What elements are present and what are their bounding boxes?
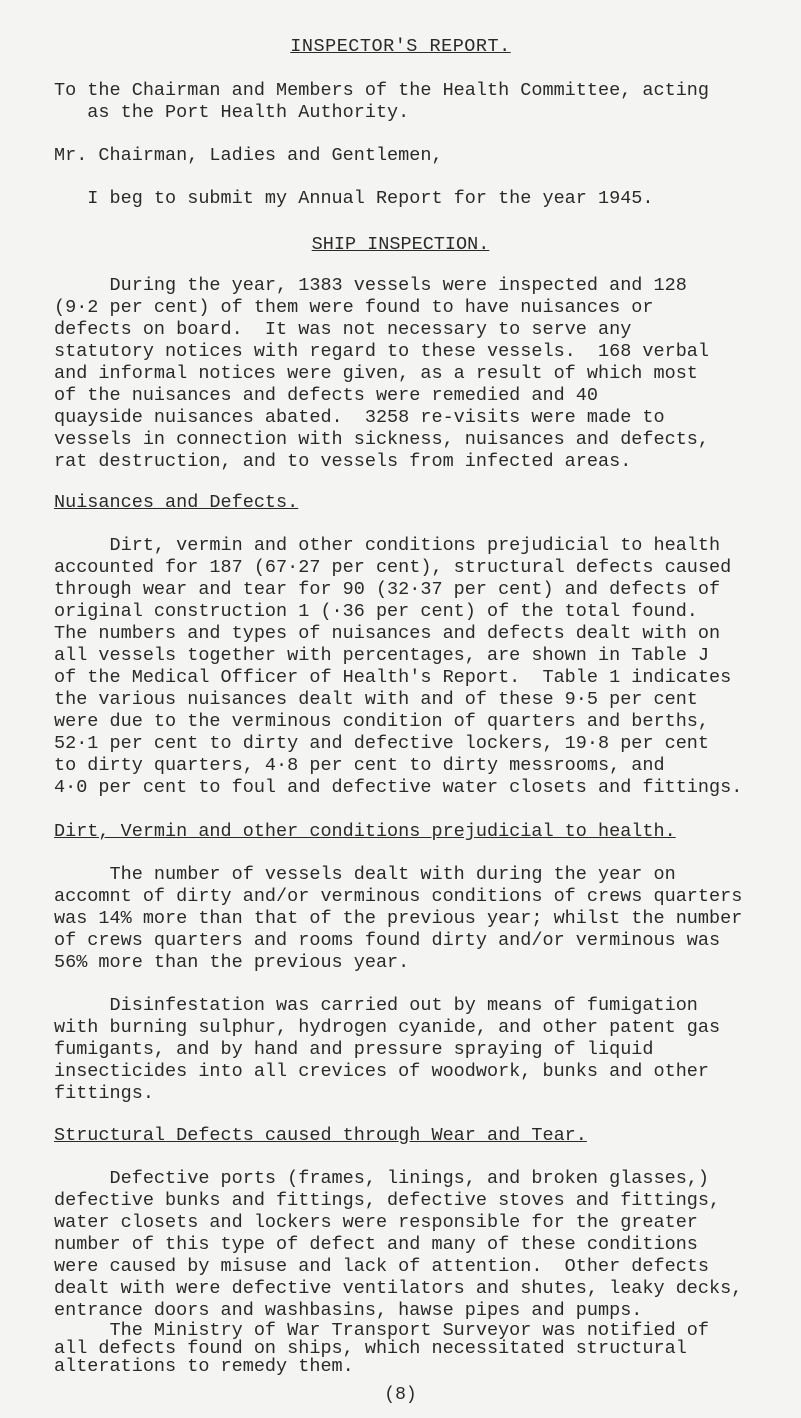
paragraph-line: The Ministry of War Transport Surveyor was notified of	[54, 1320, 710, 1341]
paragraph-line: 52·1 per cent to dirty and defective lockers, 19·8 per cent	[54, 733, 710, 754]
paragraph-line: statutory notices with regard to these vessels. 168 verbal	[54, 341, 710, 362]
paragraph-line: original construction 1 (·36 per cent) of the total found.	[54, 601, 698, 622]
paragraph-line: fumigants, and by hand and pressure spraying of liquid	[54, 1039, 654, 1060]
paragraph-line: with burning sulphur, hydrogen cyanide, and other patent gas	[54, 1017, 721, 1038]
paragraph-line: accomnt of dirty and/or verminous conditions of crews quarters	[54, 886, 743, 907]
paragraph-line: dealt with were defective ventilators and shutes, leaky decks,	[54, 1278, 743, 1299]
paragraph-line: insecticides into all crevices of woodwork, bunks and other	[54, 1061, 710, 1082]
paragraph-line: the various nuisances dealt with and of these 9·5 per cent	[54, 689, 698, 710]
paragraph-line: of the Medical Officer of Health's Report. Table 1 indicates	[54, 667, 732, 688]
paragraph-line: water closets and lockers were responsible for the greater	[54, 1212, 698, 1233]
page-title: INSPECTOR'S REPORT.	[290, 36, 511, 57]
paragraph-line: rat destruction, and to vessels from infected areas.	[54, 451, 632, 472]
paragraph-line: all vessels together with percentages, are shown in Table J	[54, 645, 710, 666]
section-title: SHIP INSPECTION.	[311, 234, 490, 255]
paragraph-line: vessels in connection with sickness, nuisances and defects,	[54, 429, 710, 450]
paragraph-line: of the nuisances and defects were remedied and 40	[54, 385, 598, 406]
paragraph-line: to dirty quarters, 4·8 per cent to dirty messrooms, and	[54, 755, 665, 776]
paragraph-line: quayside nuisances abated. 3258 re-visits were made to	[54, 407, 665, 428]
paragraph-line: alterations to remedy them.	[54, 1356, 354, 1377]
page-number: (8)	[384, 1385, 417, 1405]
paragraph-line: Disinfestation was carried out by means of fumigation	[54, 995, 698, 1016]
paragraph-line: 4·0 per cent to foul and defective water closets and fittings.	[54, 777, 743, 798]
salutation: Mr. Chairman, Ladies and Gentlemen,	[54, 145, 443, 166]
nuisances-heading: Nuisances and Defects.	[54, 492, 299, 513]
paragraph-line: fittings.	[54, 1083, 154, 1104]
address-line: as the Port Health Authority.	[54, 102, 410, 123]
paragraph-line: of crews quarters and rooms found dirty and/or verminous was	[54, 930, 721, 951]
paragraph-line: entrance doors and washbasins, hawse pipes and pumps.	[54, 1300, 643, 1321]
paragraph-line: were due to the verminous condition of quarters and berths,	[54, 711, 710, 732]
dirt-heading: Dirt, Vermin and other conditions prejudicial to health.	[54, 821, 676, 842]
paragraph-line: 56% more than the previous year.	[54, 952, 410, 973]
paragraph-line: During the year, 1383 vessels were inspected and 128	[54, 275, 687, 296]
paragraph-line: and informal notices were given, as a result of which most	[54, 363, 698, 384]
structural-heading: Structural Defects caused through Wear and Tear.	[54, 1125, 587, 1146]
paragraph-line: Dirt, vermin and other conditions prejudicial to health	[54, 535, 721, 556]
paragraph-line: through wear and tear for 90 (32·37 per cent) and defects of	[54, 579, 721, 600]
paragraph-line: was 14% more than that of the previous year; whilst the number	[54, 908, 743, 929]
intro-text: I beg to submit my Annual Report for the year 1945.	[54, 188, 654, 209]
paragraph-line: The numbers and types of nuisances and defects dealt with on	[54, 623, 721, 644]
paragraph-line: accounted for 187 (67·27 per cent), structural defects caused	[54, 557, 732, 578]
paragraph-line: (9·2 per cent) of them were found to have nuisances or	[54, 297, 654, 318]
paragraph-line: defects on board. It was not necessary to serve any	[54, 319, 632, 340]
paragraph-line: were caused by misuse and lack of attention. Other defects	[54, 1256, 710, 1277]
paragraph-line: Defective ports (frames, linings, and broken glasses,)	[54, 1168, 710, 1189]
paragraph-line: number of this type of defect and many of these conditions	[54, 1234, 698, 1255]
paragraph-line: all defects found on ships, which necessitated structural	[54, 1338, 687, 1359]
paragraph-line: defective bunks and fittings, defective stoves and fittings,	[54, 1190, 721, 1211]
paragraph-line: The number of vessels dealt with during the year on	[54, 864, 676, 885]
address-line: To the Chairman and Members of the Health Committee, acting	[54, 80, 710, 101]
